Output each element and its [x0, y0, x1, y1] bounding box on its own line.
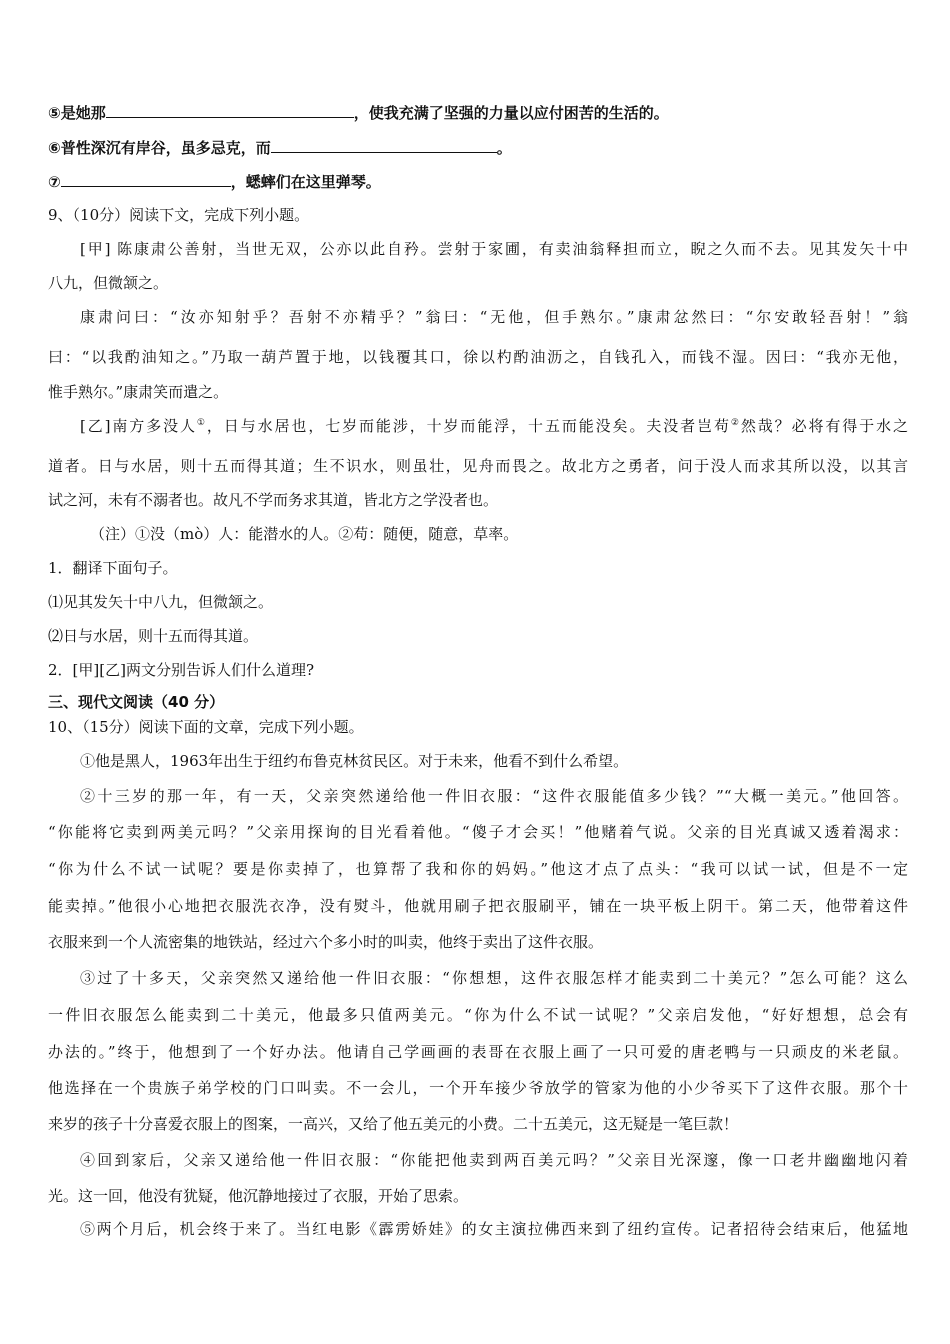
q10-p4-line2: 光。这一回，他没有犹疑，他沉静地接过了衣服，开始了思索。 [48, 1187, 469, 1205]
q10-header: 10、（15分）阅读下面的文章，完成下列小题。 [48, 718, 364, 736]
q9-sub1-a: ⑴见其发矢十中八九，但微颔之。 [48, 593, 274, 611]
footnote-marker-2: ② [730, 418, 741, 428]
q10-p3-line1: ③过了十多天，父亲突然又递给他一件旧衣服：“你想想，这件衣服怎样才能卖到二十美元？”怎么可能？这么 [80, 969, 908, 987]
q10-p2-line2: “你能将它卖到两美元吗？”父亲用探询的目光看着他。“傻子才会买！”他赌着气说。父亲的目光真诚又透着渴求： [48, 823, 908, 841]
q9-jia-p2-line2: 曰：“以我酌油知之。”乃取一葫芦置于地，以钱覆其口，徐以杓酌油沥之，自钱孔入，而钱不湿。因曰：“我亦无他， [48, 348, 908, 366]
item7-prefix: ⑦ [48, 173, 61, 191]
item6-prefix: ⑥普性深沉有岸谷，虽多忌克，而 [48, 139, 271, 157]
yi-line1-part-a: [乙]南方多没人 [80, 417, 197, 435]
q9-yi-line1 [80, 416, 908, 436]
fill-blank-item-6 [48, 137, 908, 158]
q9-sub1: 1．翻译下面句子。 [48, 559, 178, 577]
answer-blank-7[interactable] [61, 171, 231, 187]
q10-p3-line5: 来岁的孩子十分喜爱衣服上的图案，一高兴，又给了他五美元的小费。二十五美元，这无疑是一笔巨款！ [48, 1115, 739, 1133]
q10-p3-line4: 他选择在一个贵族子弟学校的门口叫卖。不一会儿，一个开车接少爷放学的管家为他的小少爷买下了这件衣服。那个十 [48, 1079, 908, 1097]
q10-p4-line1: ④回到家后，父亲又递给他一件旧衣服：“你能把他卖到两百美元吗？”父亲目光深邃，像一口老井幽幽地闪着 [80, 1151, 908, 1169]
q9-yi-line3: 试之河，未有不溺者也。故凡不学而务求其道，皆北方之学没者也。 [48, 491, 499, 509]
q10-p2-line3: “你为什么不试一试呢？要是你卖掉了，也算帮了我和你的妈妈。”他这才点了点头：“我可以试一试，但是不一定 [48, 860, 908, 878]
q9-jia-p1-line2: 八九，但微颔之。 [48, 274, 169, 292]
q9-yi-line2: 道者。日与水居，则十五而得其道；生不识水，则虽壮，见舟而畏之。故北方之勇者，问于没人而求其所以没，以其言 [48, 457, 908, 475]
q10-p2-line1: ②十三岁的那一年，有一天，父亲突然递给他一件旧衣服：“这件衣服能值多少钱？”“大概一美元。”他回答。 [80, 787, 908, 805]
q10-p3-line2: 一件旧衣服怎么能卖到二十美元，他最多只值两美元。“你为什么不试一试呢？”父亲启发他，“好好想想，总会有 [48, 1006, 908, 1024]
item5-suffix: ，使我充满了坚强的力量以应付困苦的生活的。 [353, 104, 669, 122]
q10-p2-line4: 能卖掉。”他很小心地把衣服洗衣净，没有熨斗，他就用刷子把衣服刷平，铺在一块平板上阴干。第二天，他带着这件 [48, 897, 908, 915]
q9-jia-p2-line1: 康肃问曰：“汝亦知射乎？吾射不亦精乎？”翁曰：“无他，但手熟尔。”康肃忿然曰：“尔安敢轻吾射！”翁 [80, 308, 908, 326]
fill-blank-item-7 [48, 171, 908, 192]
item5-prefix: ⑤是她那 [48, 104, 106, 122]
item7-suffix: ，蟋蟀们在这里弹琴。 [230, 173, 381, 191]
q9-note: （注）①没（mò）人：能潜水的人。②苟：随便，随意，草率。 [90, 525, 519, 543]
q10-p2-line5: 衣服来到一个人流密集的地铁站，经过六个多小时的叫卖，他终于卖出了这件衣服。 [48, 933, 604, 951]
q9-sub2: 2．[甲][乙]两文分别告诉人们什么道理? [48, 661, 314, 679]
q10-p1: ①他是黑人，1963年出生于纽约布鲁克林贫民区。对于未来，他看不到什么希望。 [80, 752, 629, 770]
q10-p5-line1: ⑤两个月后，机会终于来了。当红电影《霹雳娇娃》的女主演拉佛西来到了纽约宣传。记者招待会结束后，他猛地 [80, 1220, 908, 1238]
answer-blank-6[interactable] [271, 137, 497, 153]
footnote-marker-1: ① [196, 418, 207, 428]
answer-blank-5[interactable] [106, 102, 354, 118]
q9-header: 9、（10分）阅读下文，完成下列小题。 [48, 206, 310, 224]
fill-blank-item-5 [48, 102, 908, 123]
q9-sub1-b: ⑵日与水居，则十五而得其道。 [48, 627, 259, 645]
section-title: 三、现代文阅读（40 分） [48, 693, 225, 711]
q9-jia-p1-line1: [甲] 陈康肃公善射，当世无双，公亦以此自矜。尝射于家圃，有卖油翁释担而立，睨之久而不去。见其发矢十中 [80, 240, 908, 258]
q10-p3-line3: 办法的。”终于，他想到了一个好办法。他请自己学画画的表哥在衣服上画了一只可爱的唐老鸭与一只顽皮的米老鼠。 [48, 1043, 908, 1061]
yi-line1-part-b: ，日与水居也，七岁而能涉，十岁而能浮，十五而能没矣。夫没者岂苟 [206, 417, 731, 435]
item6-suffix: 。 [496, 139, 512, 157]
yi-line1-part-c: 然哉？必将有得于水之 [740, 417, 908, 435]
q9-jia-p2-line3: 惟手熟尔。”康肃笑而遣之。 [48, 383, 229, 401]
